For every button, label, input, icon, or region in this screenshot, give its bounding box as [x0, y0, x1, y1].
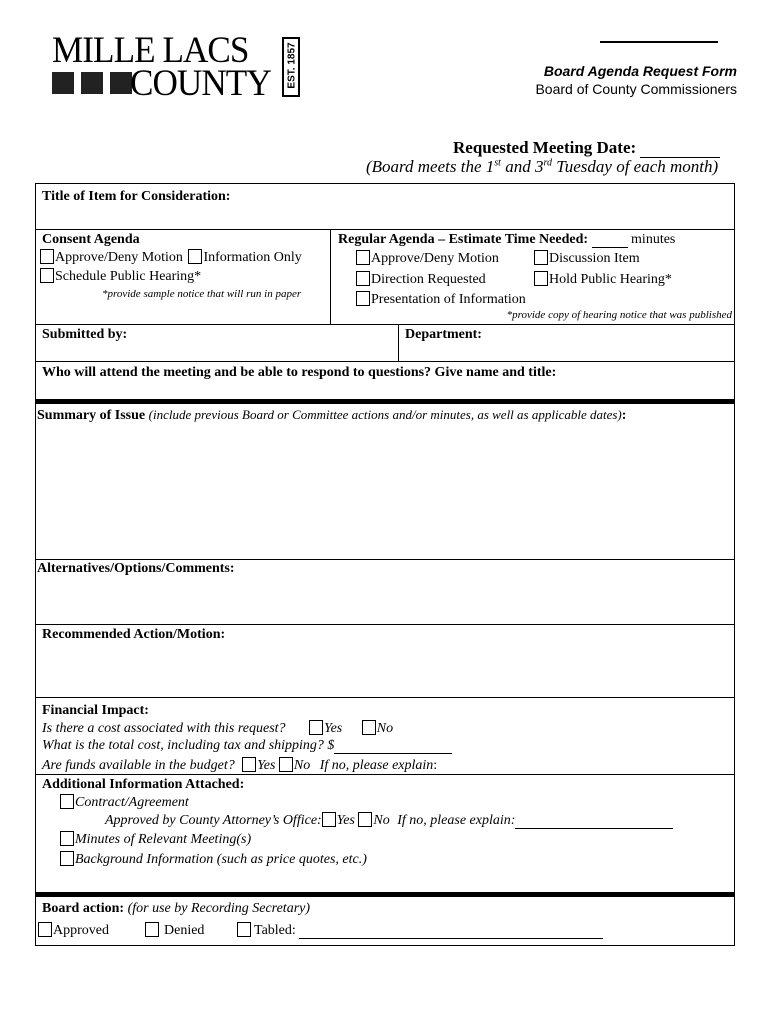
regular-approve-checkbox[interactable]	[356, 250, 370, 265]
additional-minutes-label: Minutes of Relevant Meeting(s)	[75, 832, 252, 847]
regular-discussion-row	[534, 250, 640, 267]
additional-attorney-no-checkbox[interactable]	[358, 812, 372, 827]
financial-explain-label: If no, please explain	[319, 758, 434, 773]
additional-attorney-row	[105, 812, 673, 829]
recommended-label: Recommended Action/Motion:	[42, 627, 226, 642]
financial-q2-label: What is the total cost, including tax and shipping? $	[42, 738, 335, 753]
regular-hearing-row	[534, 271, 672, 288]
logo-est-text: EST. 1857	[286, 42, 298, 89]
financial-q1-no-checkbox[interactable]	[362, 720, 376, 735]
financial-q2-row	[42, 738, 452, 754]
board-tabled-field[interactable]	[299, 924, 603, 939]
financial-q3-yes-checkbox[interactable]	[242, 757, 256, 772]
top-right-rule	[600, 41, 718, 43]
meeting-date-label: Requested Meeting Date:	[453, 138, 637, 157]
regular-discussion-checkbox[interactable]	[534, 250, 548, 265]
financial-q3-yes-label: Yes	[257, 758, 276, 773]
rule-agenda-bottom	[35, 324, 735, 325]
meeting-note-suffix: Tuesday of each month)	[551, 157, 719, 176]
rule-title-bottom	[35, 229, 735, 230]
rule-submitted-divider	[398, 324, 399, 361]
financial-cost-field[interactable]	[334, 739, 452, 754]
consent-hearing-label: Schedule Public Hearing*	[55, 269, 202, 284]
financial-q1-label: Is there a cost associated with this request?	[42, 721, 286, 736]
additional-background-row	[60, 851, 367, 868]
additional-minutes-checkbox[interactable]	[60, 831, 74, 846]
consent-row1	[40, 249, 302, 266]
regular-heading: Regular Agenda – Estimate Time Needed:	[338, 232, 589, 247]
attend-label: Who will attend the meeting and be able to respond to questions? Give name and title:	[42, 365, 557, 380]
board-action-row	[42, 901, 310, 917]
additional-background-label: Background Information (such as price quotes, etc.)	[75, 852, 367, 867]
rule-summary-bottom	[35, 559, 735, 560]
consent-note: *provide sample notice that will run in paper	[102, 288, 302, 300]
regular-approve-label: Approve/Deny Motion	[371, 251, 499, 266]
regular-hearing-label: Hold Public Hearing*	[549, 272, 672, 287]
board-tabled-checkbox[interactable]	[237, 922, 251, 937]
summary-label: Summary of Issue	[37, 408, 146, 423]
financial-q3-no-checkbox[interactable]	[279, 757, 293, 772]
financial-q1-yes-checkbox[interactable]	[309, 720, 323, 735]
financial-heading: Financial Impact:	[42, 703, 149, 718]
rule-bottom	[35, 945, 735, 946]
additional-background-checkbox[interactable]	[60, 851, 74, 866]
financial-q3-row	[42, 757, 437, 774]
additional-attorney-yes-checkbox[interactable]	[322, 812, 336, 827]
additional-attorney-label: Approved by County Attorney’s Office:	[105, 813, 322, 828]
logo-icons	[52, 72, 132, 99]
rule-top	[35, 183, 735, 184]
consent-row2	[40, 268, 201, 285]
consent-info-label: Information Only	[203, 250, 302, 265]
consent-approve-checkbox[interactable]	[40, 249, 54, 264]
regular-discussion-label: Discussion Item	[549, 251, 640, 266]
form-subtitle: Board of County Commissioners	[535, 81, 737, 97]
regular-hearing-checkbox[interactable]	[534, 271, 548, 286]
rule-recommended-bottom	[35, 697, 735, 698]
regular-presentation-checkbox[interactable]	[356, 291, 370, 306]
meeting-note-mid: and 3	[500, 157, 544, 176]
additional-explain-field[interactable]	[515, 814, 673, 829]
financial-explain-colon: :	[433, 758, 438, 773]
frame-left	[35, 183, 36, 946]
additional-heading: Additional Information Attached:	[42, 777, 245, 792]
logo-est-badge	[282, 37, 300, 97]
rule-financial-bottom	[35, 774, 735, 775]
board-denied-row	[145, 922, 204, 939]
deer-icon	[81, 72, 103, 94]
regular-row3	[356, 291, 526, 308]
rule-alternatives-bottom	[35, 624, 735, 625]
board-denied-label: Denied	[164, 923, 205, 938]
financial-q1-row	[42, 720, 393, 737]
regular-row1	[356, 250, 499, 267]
meeting-note-prefix: (Board meets the 1	[366, 157, 495, 176]
meeting-date-field[interactable]	[640, 141, 720, 158]
additional-attorney-no-label: No	[373, 813, 390, 828]
summary-row	[37, 407, 626, 424]
submitted-label: Submitted by:	[42, 327, 128, 342]
regular-direction-label: Direction Requested	[371, 272, 486, 287]
financial-q3-label: Are funds available in the budget?	[42, 758, 235, 773]
regular-presentation-label: Presentation of Information	[371, 292, 526, 307]
rule-submitted-bottom	[35, 361, 735, 362]
meeting-date-row	[453, 138, 720, 158]
frame-right	[734, 183, 735, 946]
department-label: Department:	[405, 327, 482, 342]
additional-contract-label: Contract/Agreement	[75, 795, 189, 810]
regular-note: *provide copy of hearing notice that was published	[506, 309, 732, 321]
board-tabled-label: Tabled:	[254, 923, 296, 938]
alternatives-label: Alternatives/Options/Comments:	[37, 561, 235, 576]
meeting-note-sup2: rd	[543, 157, 552, 169]
regular-time-field[interactable]	[592, 234, 628, 248]
form-title: Board Agenda Request Form	[543, 63, 737, 79]
meeting-note-sup1: st	[494, 157, 501, 169]
regular-minutes-label: minutes	[631, 232, 676, 247]
consent-approve-label: Approve/Deny Motion	[55, 250, 183, 265]
fish-icon	[52, 72, 74, 94]
tree-icon	[110, 72, 132, 94]
financial-q1-yes-label: Yes	[324, 721, 343, 736]
consent-info-checkbox[interactable]	[188, 249, 202, 264]
consent-heading: Consent Agenda	[42, 232, 140, 247]
logo-text-bottom: COUNTY	[130, 63, 271, 104]
board-action-note: (for use by Recording Secretary)	[127, 901, 311, 916]
additional-contract-row	[60, 794, 189, 811]
additional-contract-checkbox[interactable]	[60, 794, 74, 809]
financial-q1-no-label: No	[376, 721, 394, 736]
board-denied-checkbox[interactable]	[145, 922, 159, 937]
additional-explain-label: If no, please explain:	[397, 813, 516, 828]
additional-minutes-row	[60, 831, 251, 848]
summary-note: (include previous Board or Committee actions and/or minutes, as well as applicable dates)	[148, 407, 622, 422]
alternatives-field[interactable]	[37, 580, 733, 622]
logo-text-top: MILLE LACS	[52, 30, 249, 71]
title-item-label: Title of Item for Consideration:	[42, 189, 231, 204]
financial-q3-no-label: No	[293, 758, 311, 773]
rule-consent-divider	[330, 229, 331, 325]
rule-attend-bottom	[35, 399, 735, 404]
rule-additional-bottom	[35, 892, 735, 897]
board-approved-label: Approved	[53, 923, 109, 938]
regular-heading-row	[338, 232, 675, 248]
board-tabled-row	[237, 922, 603, 939]
regular-row2	[356, 271, 486, 288]
meeting-note	[366, 157, 718, 177]
summary-colon: :	[621, 408, 627, 423]
board-approved-row	[38, 922, 109, 939]
board-action-label: Board action:	[42, 901, 125, 916]
recommended-field[interactable]	[37, 646, 733, 695]
summary-field[interactable]	[37, 426, 733, 556]
consent-hearing-checkbox[interactable]	[40, 268, 54, 283]
additional-attorney-yes-label: Yes	[336, 813, 355, 828]
regular-direction-checkbox[interactable]	[356, 271, 370, 286]
board-approved-checkbox[interactable]	[38, 922, 52, 937]
